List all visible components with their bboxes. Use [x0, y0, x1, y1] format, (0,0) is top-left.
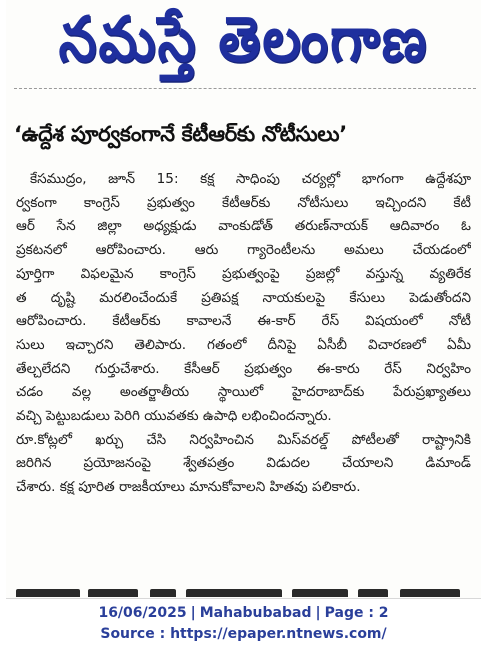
body-line: ర్వకంగా కాంగ్రెస్ ప్రభుత్వం కేటీఆర్‌కు నోటీసులు ఇచ్చిందని కేటీ: [16, 194, 471, 211]
body-line: కేసముద్రం, జూన్ 15: కక్ష సాధింపు చర్యల్లో భాగంగా ఉద్దేశపూ: [30, 171, 471, 187]
footer-date: 16/06/2025: [98, 605, 187, 621]
body-line: ఆర్ సేన జిల్లా అధ్యక్షుడు వాంకుడోత్ తరుణ్‌నాయక్ ఆదివారం ఓ: [16, 218, 471, 235]
body-line: పూర్తిగా విఫలమైన కాంగ్రెస్ ప్రభుత్వంపై ప్రజల్లో వస్తున్న వ్యతిరేక: [16, 265, 471, 282]
body-line: వచ్చి పెట్టుబడులు పెరిగి యువతకు ఉపాధి లభించిందన్నారు.: [16, 408, 332, 425]
body-line: రూ.కోట్లలో ఖర్చు చేసి నిర్వహించిన మిస్‌వరల్డ్ పోటీలతో రాష్ట్రానికి: [16, 431, 471, 448]
body-line: సులు ఇచ్చారని తెలిపారు. గతంలో దీనిపై ఏసీబీ విచారణలో ఏమీ: [16, 336, 471, 353]
body-line: త దృష్టి మరలించేందుకే ప్రతిపక్ష నాయకులపై కేసులు పెడుతోందని: [16, 289, 471, 306]
body-line: చడం వల్ల అంతర్జాతీయ స్థాయిలో హైదరాబాద్‌కు పేరుప్రఖ్యాతలు: [16, 384, 471, 401]
footer-meta: 16/06/2025 | Mahabubabad | Page : 2: [98, 605, 389, 621]
body-line: ఆరోపించారు. కేటీఆర్‌కు కావాలనే ఈ-కార్ రేస్ విషయంలో నోటీ: [16, 313, 471, 330]
body-line: తేల్చలేదని గుర్తుచేశారు. కేసీఆర్ ప్రభుత్వం ఈ-కారు రేస్ నిర్వహిం: [16, 360, 471, 377]
footer-source: Source : https://epaper.ntnews.com/: [100, 626, 387, 642]
article-body: [16, 168, 471, 500]
masthead-title: నమస్తే తెలంగాణ: [58, 3, 429, 76]
newspaper-clipping: [6, 0, 481, 599]
footer-edition: Mahabubabad: [199, 605, 312, 621]
cut-off-next-headline: [16, 583, 471, 597]
body-line: ప్రకటనలో ఆరోపించారు. ఆరు గ్యారెంటీలను అమలు చేయడంలో: [16, 242, 471, 259]
clipping-footer: [0, 603, 487, 645]
body-line: చేశారు. కక్ష పూరిత రాజకీయాలు మానుకోవాలని హితవు పలికారు.: [16, 479, 361, 496]
body-line: జరిగిన ప్రయోజనంపై శ్వేతపత్రం విడుదల చేయాలని డిమాండ్: [16, 455, 471, 472]
masthead: [6, 2, 481, 78]
divider: [14, 88, 476, 89]
footer-page: Page : 2: [324, 605, 389, 621]
article-headline: ‘ఉద్దేశ పూర్వకంగానే కేటీఆర్‌కు నోటీసులు’: [14, 122, 347, 146]
